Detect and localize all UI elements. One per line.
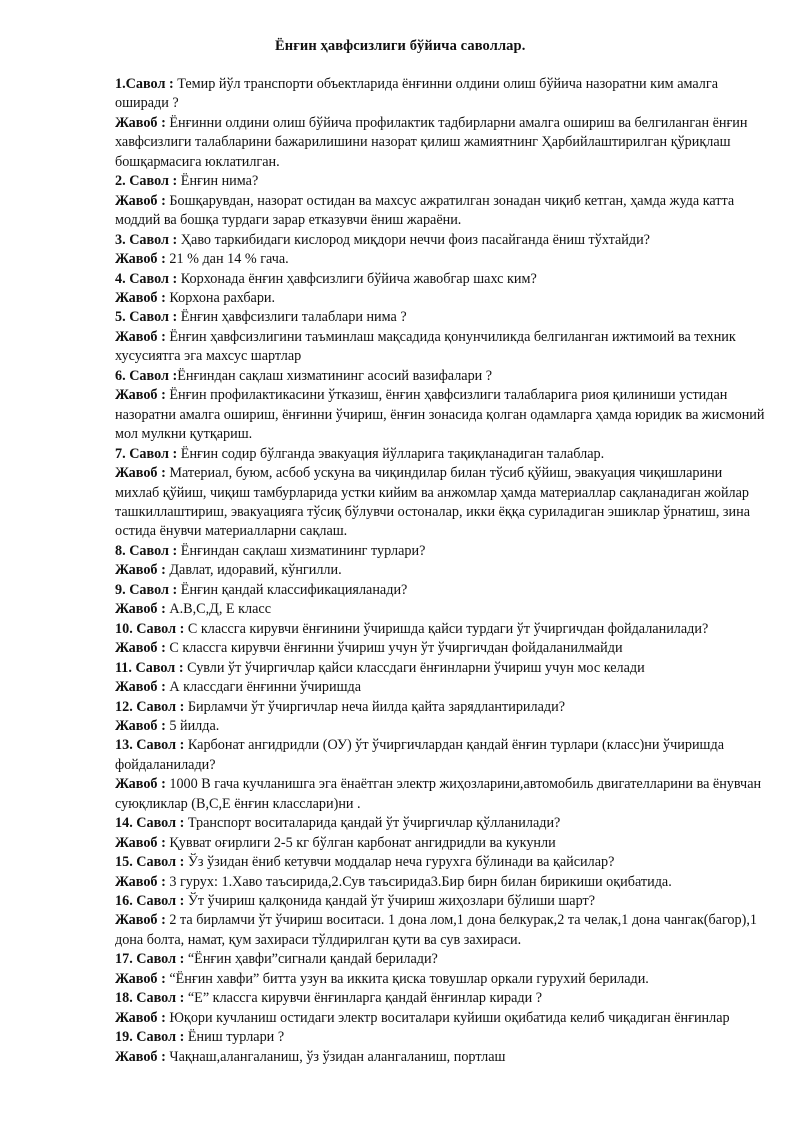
answer-label: Жавоб : bbox=[115, 1009, 166, 1026]
answer-text: 1000 В гача кучланишга эга ёнаётган электр жиҳозларини,автомобиль двигателларини ва ёнувчан суюқликлар (В,С,Е ёнғин класслари)ни . bbox=[115, 776, 762, 812]
answer-text: 3 гурух: 1.Хаво таъсирида,2.Сув таъсирида3.Бир бирн билан бирикиши оқибатида. bbox=[165, 873, 672, 890]
question bbox=[115, 270, 770, 289]
answer bbox=[115, 250, 770, 269]
question-text: Ўт ўчириш қалқонида қандай ўт ўчириш жиҳозлари бўлиши шарт? bbox=[184, 893, 596, 910]
answer-text: Бошқарувдан, назорат остидан ва махсус ажратилган зонадан чиқиб кетган, ҳамда жуда катта моддий ва бошқа турдаги зарар етказувчи ёниш жараёни. bbox=[115, 192, 735, 229]
question-text: Корхонада ёнғин ҳавфсизлиги бўйича жавобгар шахс ким? bbox=[177, 270, 537, 287]
answer bbox=[115, 192, 770, 231]
answer bbox=[115, 873, 770, 892]
answer-label: Жавоб : bbox=[115, 328, 166, 345]
question-text: Ўз ўзидан ёниб кетувчи моддалар неча гурухга бўлинади ва қайсилар? bbox=[184, 854, 615, 871]
answer-text: Давлат, идоравий, кўнгилли. bbox=[165, 562, 342, 579]
answer-text: 5 йилда. bbox=[165, 717, 220, 734]
answer bbox=[115, 911, 770, 950]
answer bbox=[115, 328, 770, 367]
question bbox=[115, 1028, 770, 1047]
question-text: Карбонат ангидридли (ОУ) ўт ўчиргичлардан қандай ёнғин турлари (класс)ни ўчиришда фойдаланилади? bbox=[115, 737, 724, 773]
question bbox=[115, 172, 770, 191]
question bbox=[115, 231, 770, 250]
answer-text: 2 та бирламчи ўт ўчириш воситаси. 1 дона лом,1 дона белкурак,2 та челак,1 дона чангак(багор),1 дона болта, намат, қум захираси тўлдирилган қути ва сув захираси. bbox=[115, 912, 757, 948]
question-text: Транспорт воситаларида қандай ўт ўчиргичлар қўлланилади? bbox=[184, 815, 561, 832]
question-text: Ёнғин содир бўлганда эвакуация йўлларига тақиқланадиган талаблар. bbox=[177, 445, 605, 462]
question-text: “Ёнғин ҳавфи”сигнали қандай берилади? bbox=[184, 951, 438, 968]
question-label: 13. Савол : bbox=[115, 737, 185, 754]
question-text: Ёнғин ҳавфсизлиги талаблари нима ? bbox=[177, 309, 407, 326]
answer bbox=[115, 678, 770, 697]
answer-label: Жавоб : bbox=[115, 679, 166, 696]
question-label: 10. Савол : bbox=[115, 620, 185, 637]
question-label: 5. Савол : bbox=[115, 309, 178, 326]
answer bbox=[115, 386, 770, 444]
question-label: 2. Савол : bbox=[115, 173, 178, 190]
answer-text: Материал, буюм, асбоб ускуна ва чиқиндилар билан тўсиб қўйиш, эвакуация чиқишларини михлаб қўйиш, чиқиш тамбурларида устки кийим ва анжомлар ҳамда материаллар сақланадиган жойлар ташкиллаштириш, эвакуацияга тўсиқ бўлувчи остоналар, икки ёққа суриладиган эшиклар ўрнатиш, зина остида ёнувчи материалларни сақлаш. bbox=[115, 465, 751, 540]
answer-text: Ёнғинни олдини олиш бўйича профилактик тадбирларни амалга ошириш ва белгиланган ёнғин хавфсизлиги талабларини бажарилишини назорат қилиш жамиятнинг Ҳарбийлаштирилган қўриқлаш бошқармасига юклатилган. bbox=[115, 114, 748, 170]
answer bbox=[115, 600, 770, 619]
answer-text: “Ёнғин хавфи” битта узун ва иккита қиска товушлар оркали гурухий берилади. bbox=[165, 970, 649, 987]
answer bbox=[115, 775, 770, 814]
question-text: Ёнғин нима? bbox=[177, 173, 259, 190]
answer-label: Жавоб : bbox=[115, 717, 166, 734]
question-label: 11. Савол : bbox=[115, 659, 184, 676]
answer-label: Жавоб : bbox=[115, 114, 166, 131]
answer-text: 21 % дан 14 % гача. bbox=[165, 251, 289, 268]
question-text: Ёнғиндан сақлаш хизматининг асосий вазифалари ? bbox=[177, 367, 493, 384]
answer bbox=[115, 834, 770, 853]
answer-label: Жавоб : bbox=[115, 562, 166, 579]
question-label: 17. Савол : bbox=[115, 951, 185, 968]
answer-text: А.В,С,Д, Е класс bbox=[165, 601, 272, 618]
answer-text: Чақнаш,алангаланиш, ўз ўзидан алангаланиш, портлаш bbox=[165, 1048, 506, 1065]
question bbox=[115, 620, 770, 639]
question-text: Темир йўл транспорти объектларида ёнғинни олдини олиш бўйича назоратни ким амалга оширади ? bbox=[115, 76, 718, 112]
question-label: 16. Савол : bbox=[115, 893, 185, 910]
question-label: 6. Савол : bbox=[115, 367, 178, 384]
question-text: С классга кирувчи ёнғинини ўчиришда қайси турдаги ўт ўчиргичдан фойдаланилади? bbox=[184, 620, 709, 637]
answer bbox=[115, 114, 770, 172]
answer-label: Жавоб : bbox=[115, 834, 166, 851]
question-text: Бирламчи ўт ўчиргичлар неча йилда қайта зарядлантирилади? bbox=[184, 698, 565, 715]
answer-text: Корхона рахбари. bbox=[165, 289, 276, 306]
question bbox=[115, 814, 770, 833]
question-text: Ёнғин қандай классификацияланади? bbox=[177, 581, 408, 598]
question-label: 7. Савол : bbox=[115, 445, 178, 462]
question-label: 4. Савол : bbox=[115, 270, 178, 287]
question-text: Ёниш турлари ? bbox=[184, 1029, 285, 1046]
answer-label: Жавоб : bbox=[115, 289, 166, 306]
answer-text: С классга кирувчи ёнғинни ўчириш учун ўт ўчиргичдан фойдаланилмайди bbox=[165, 640, 623, 657]
question bbox=[115, 892, 770, 911]
answer-label: Жавоб : bbox=[115, 970, 166, 987]
question bbox=[115, 445, 770, 464]
question bbox=[115, 581, 770, 600]
question-label: 12. Савол : bbox=[115, 698, 185, 715]
question-label: 9. Савол : bbox=[115, 581, 178, 598]
answer bbox=[115, 561, 770, 580]
answer bbox=[115, 639, 770, 658]
answer-text: А классдаги ёнғинни ўчиришда bbox=[165, 679, 362, 696]
answer bbox=[115, 1048, 770, 1067]
question bbox=[115, 698, 770, 717]
answer-label: Жавоб : bbox=[115, 601, 166, 618]
qa-list bbox=[115, 75, 770, 1067]
question-text: Ҳаво таркибидаги кислород миқдори неччи фоиз пасайганда ёниш тўхтайди? bbox=[177, 231, 650, 248]
answer-label: Жавоб : bbox=[115, 1048, 166, 1065]
answer-label: Жавоб : bbox=[115, 192, 166, 209]
question-label: 3. Савол : bbox=[115, 231, 178, 248]
answer-label: Жавоб : bbox=[115, 640, 166, 657]
page-title: Ёнғин ҳавфсизлиги бўйича саволлар. bbox=[275, 38, 526, 54]
question bbox=[115, 736, 770, 775]
question-text: “Е” классга кирувчи ёнғинларга қандай ёнғинлар киради ? bbox=[184, 990, 543, 1007]
answer-label: Жавоб : bbox=[115, 912, 166, 929]
question-text: Сувли ўт ўчиргичлар қайси классдаги ёнғинларни ўчириш учун мос келади bbox=[183, 659, 645, 676]
answer bbox=[115, 464, 770, 542]
answer-label: Жавоб : bbox=[115, 465, 166, 482]
question bbox=[115, 659, 770, 678]
question-label: 1.Савол : bbox=[115, 76, 174, 92]
question bbox=[115, 853, 770, 872]
question-label: 19. Савол : bbox=[115, 1029, 185, 1046]
question bbox=[115, 542, 770, 561]
answer bbox=[115, 970, 770, 989]
question bbox=[115, 308, 770, 327]
answer-text: Юқори кучланиш остидаги электр воситалари куйиши оқибатида келиб чиқадиган ёнғинлар bbox=[165, 1009, 730, 1026]
answer bbox=[115, 289, 770, 308]
answer bbox=[115, 717, 770, 736]
question-text: Ёнғиндан сақлаш хизматининг турлари? bbox=[177, 542, 426, 559]
answer bbox=[115, 1009, 770, 1028]
answer-text: Ёнғин ҳавфсизлигини таъминлаш мақсадида қонунчиликда белгиланган ижтимоий ва техник хусусиятга эга махсус шартлар bbox=[115, 328, 736, 365]
answer-text: Ёнғин профилактикасини ўтказиш, ёнғин ҳавфсизлиги талабларига риоя қилиниши устидан назоратни амалга ошириш, ёнғинни ўчириш, ёнғин зонасида қолган одамларга ҳамда юридик ва жисмоний мол мулкни қутқариш. bbox=[115, 387, 765, 443]
question bbox=[115, 989, 770, 1008]
answer-label: Жавоб : bbox=[115, 251, 166, 268]
answer-label: Жавоб : bbox=[115, 873, 166, 890]
question bbox=[115, 367, 770, 386]
answer-label: Жавоб : bbox=[115, 387, 166, 404]
answer-label: Жавоб : bbox=[115, 776, 166, 793]
question-label: 18. Савол : bbox=[115, 990, 185, 1007]
question bbox=[115, 950, 770, 969]
question bbox=[115, 75, 770, 114]
question-label: 14. Савол : bbox=[115, 815, 185, 832]
question-label: 8. Савол : bbox=[115, 542, 178, 559]
answer-text: Қувват оғирлиги 2-5 кг бўлган карбонат ангидридли ва кукунли bbox=[165, 834, 556, 851]
question-label: 15. Савол : bbox=[115, 854, 185, 871]
